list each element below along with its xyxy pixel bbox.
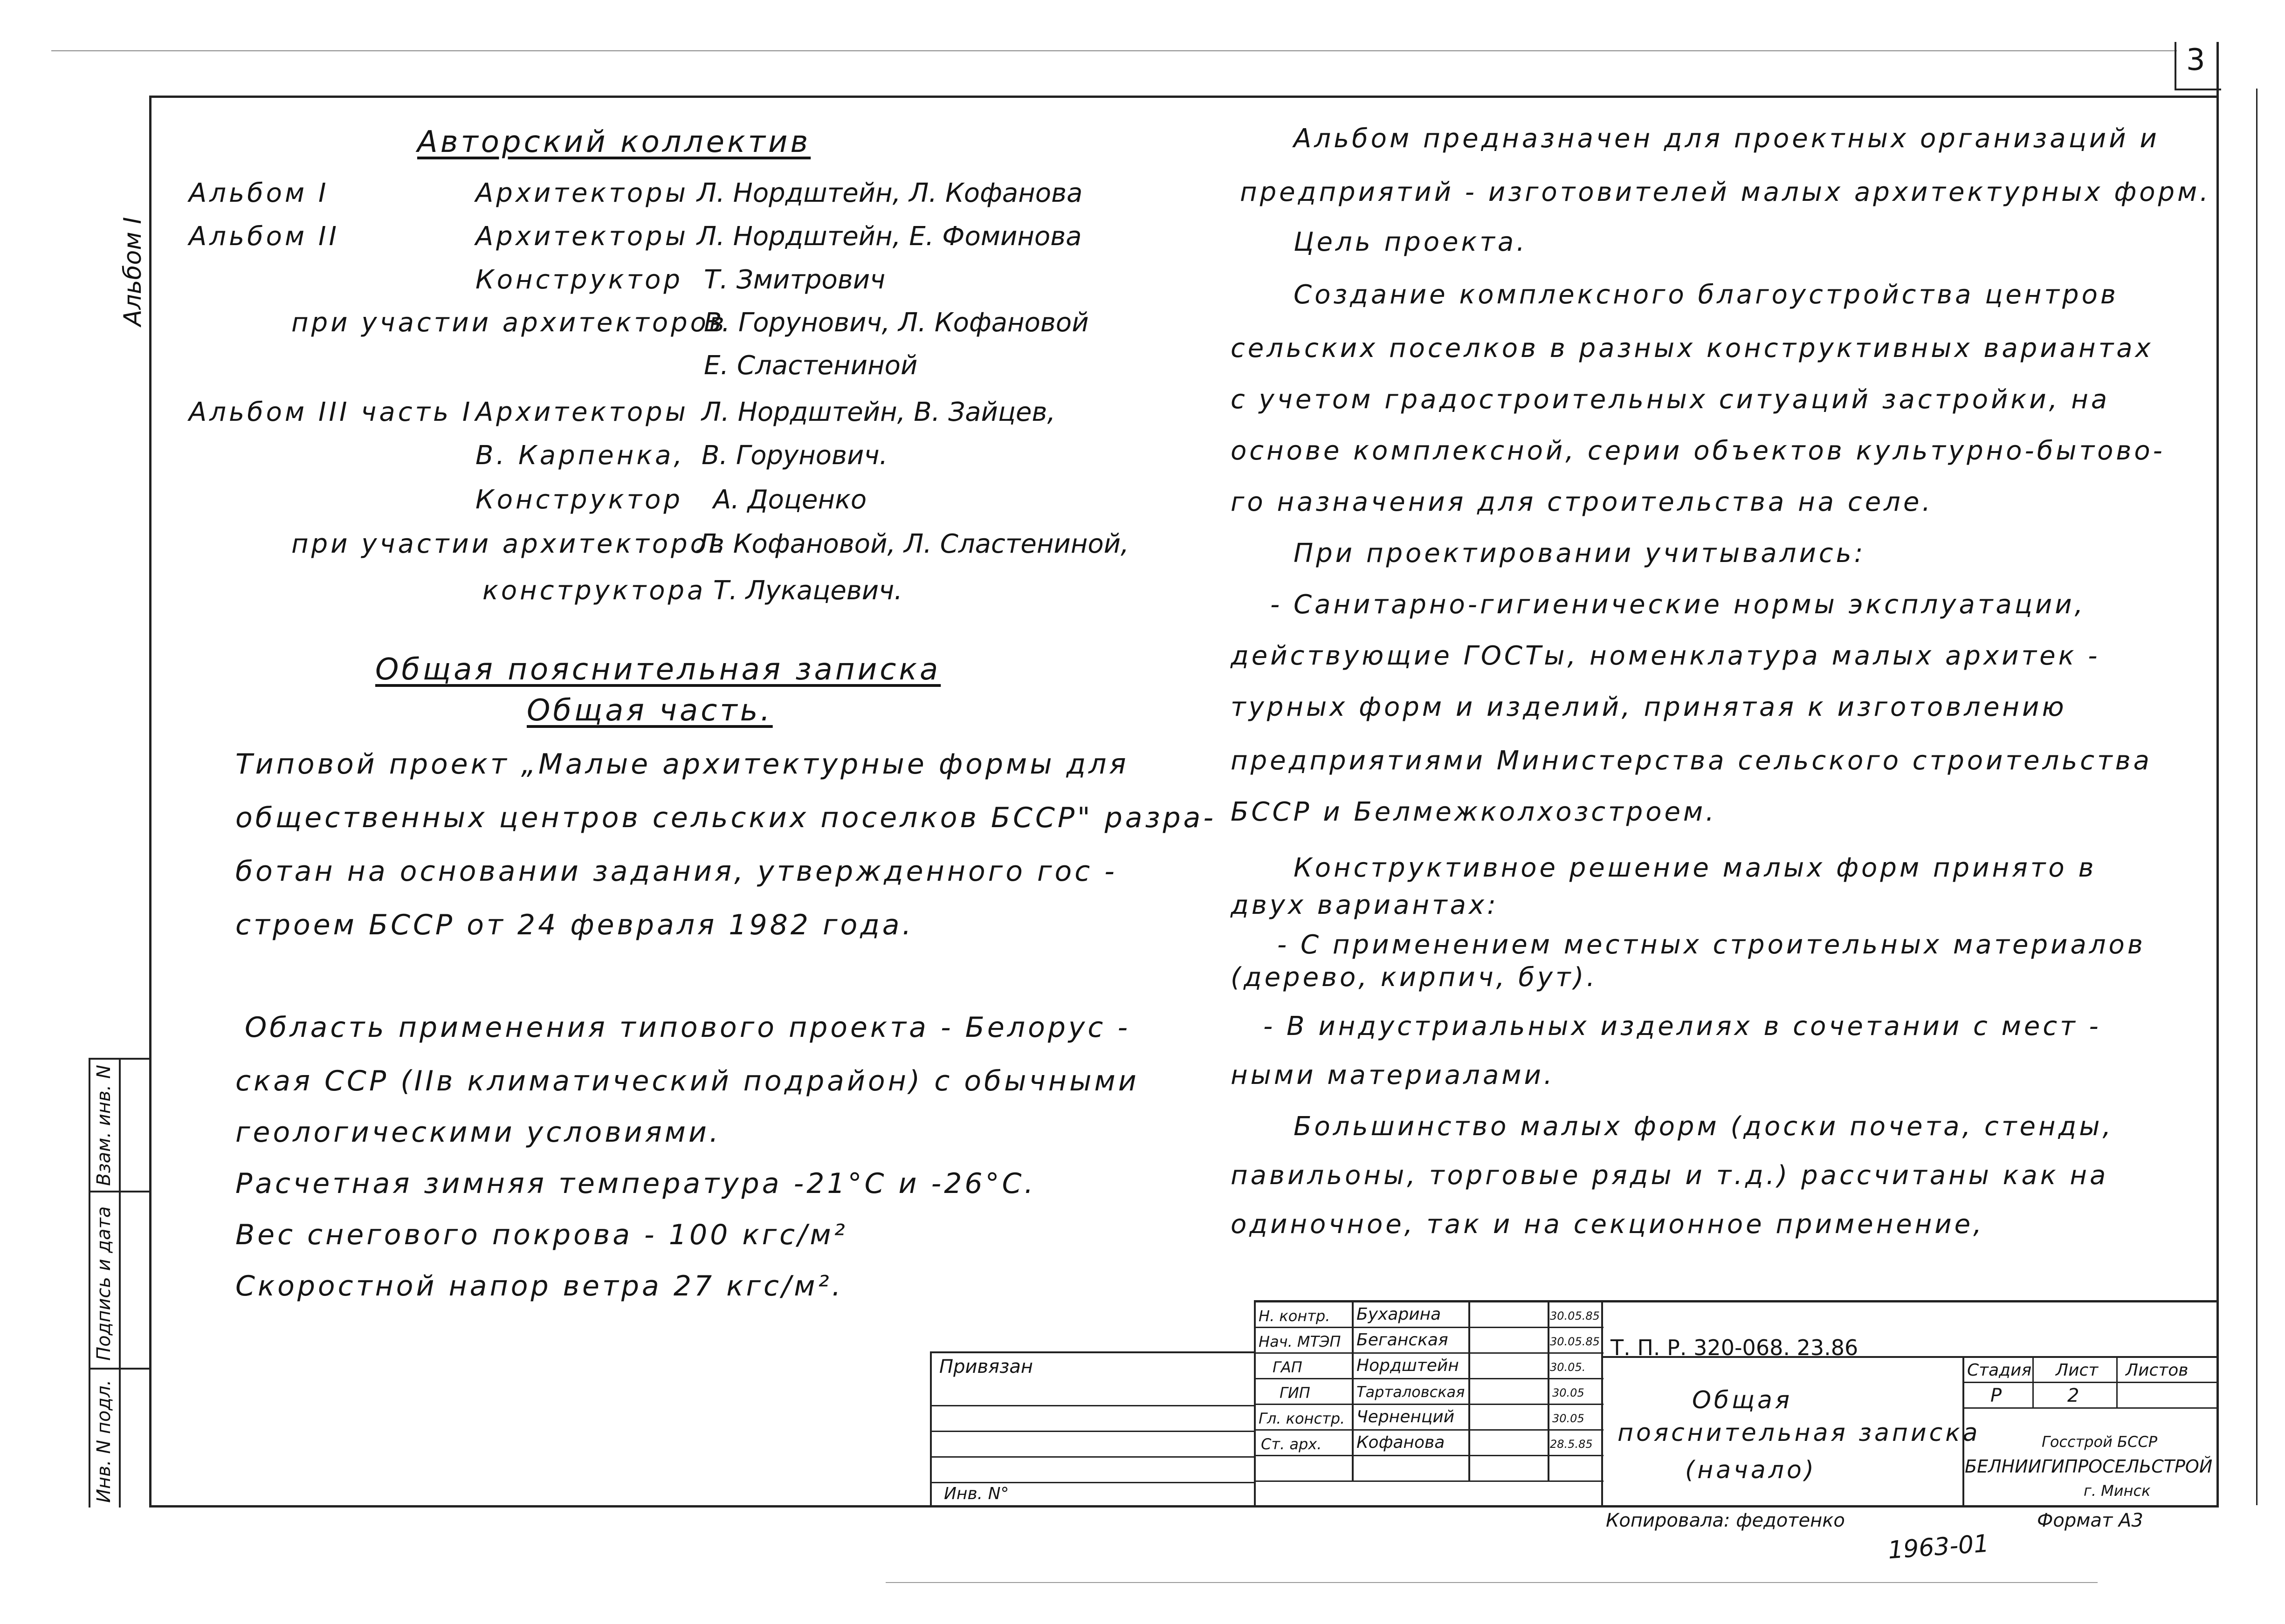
tb-line	[930, 1482, 1254, 1483]
note-line: предприятий - изготовителей малых архитектурных форм.	[1240, 177, 2211, 207]
note-line: геологическими условиями.	[235, 1116, 721, 1149]
author-names: Л. Нордштейн, Е. Фоминова	[697, 221, 1082, 252]
note-line: Вес снегового покрова - 100 кгс/м²	[235, 1219, 848, 1251]
note-line: Область применения типового проекта - Белорус -	[245, 1011, 1131, 1044]
author-album: Альбом III часть I	[189, 397, 473, 427]
sheet-title-3: (начало)	[1685, 1456, 1817, 1484]
signer-name: Черненций	[1356, 1407, 1455, 1426]
frame-top	[149, 96, 2219, 98]
stage-value: Р	[1990, 1385, 2002, 1406]
signer-date: 30.05.85	[1550, 1309, 1600, 1322]
stamp-inv-number: Инв. N подл.	[93, 1379, 115, 1503]
tb-line	[1468, 1300, 1470, 1482]
note-line: предприятиями Министерства сельского строительства	[1231, 746, 2152, 776]
org-3: г. Минск	[2084, 1482, 2151, 1500]
tb-line	[930, 1351, 932, 1508]
signer-role: ГИП	[1280, 1384, 1310, 1402]
author-role: Архитекторы	[475, 397, 688, 427]
tb-line	[1254, 1378, 1604, 1379]
note-line: - С применением местных строительных материалов	[1277, 930, 2146, 960]
signer-role: Н. контр.	[1259, 1307, 1330, 1325]
frame-right	[2216, 42, 2219, 1508]
author-names: Л. Нордштейн, Л. Кофанова	[697, 178, 1083, 208]
sheet-number: 3	[2186, 43, 2205, 77]
signer-date: 28.5.85	[1550, 1438, 1593, 1451]
left-margin-label: Альбом I	[119, 217, 147, 326]
author-role: Архитекторы	[475, 178, 688, 208]
stamp-divider-2	[89, 1368, 151, 1370]
stage-label: Стадия	[1967, 1361, 2032, 1380]
tb-line	[930, 1431, 1254, 1432]
note-line: - В индустриальных изделиях в сочетании с мест -	[1263, 1011, 2101, 1042]
bottom-dash-line	[886, 1582, 2098, 1583]
note-line: ская ССР (IIв климатический подрайон) с обычными	[235, 1065, 1139, 1097]
author-names: В. Горунович, Л. Кофановой	[704, 308, 1089, 338]
tb-line	[1601, 1300, 1603, 1508]
org-2: БЕЛНИИГИПРОСЕЛЬСТРОЙ	[1965, 1456, 2213, 1477]
note-line: павильоны, торговые ряды и т.д.) рассчитаны как на	[1231, 1160, 2109, 1191]
tb-line	[1962, 1407, 2219, 1409]
tb-line	[930, 1456, 1254, 1458]
note-line: (дерево, кирпич, бут).	[1231, 962, 1598, 993]
note-line: - Санитарно-гигиенические нормы эксплуатации,	[1270, 589, 2086, 620]
note-line: БССР и Белмежколхозстроем.	[1231, 797, 1717, 827]
author-names: Л. Кофановой, Л. Сластениной,	[697, 529, 1129, 559]
note-subtitle: Общая часть.	[527, 693, 773, 728]
stamp-replaced-inv: Взам. инв. N	[93, 1065, 115, 1186]
author-album: Альбом II	[189, 221, 339, 252]
note-line: строем БССР от 24 февраля 1982 года.	[235, 909, 914, 941]
note-line: двух вариантах:	[1231, 890, 1499, 920]
author-role: Конструктор	[475, 485, 683, 515]
signer-role: Гл. констр.	[1259, 1410, 1345, 1427]
signer-name: Кофанова	[1356, 1433, 1445, 1452]
sheet-value: 2	[2067, 1385, 2079, 1406]
note-line: При проектировании учитывались:	[1294, 538, 1866, 569]
bound-label: Привязан	[939, 1356, 1033, 1377]
tb-line	[2116, 1356, 2118, 1407]
signer-role: ГАП	[1273, 1358, 1302, 1376]
author-role: конструктора	[482, 576, 706, 606]
author-names: Т. Змитрович	[704, 265, 886, 295]
tb-line	[1254, 1455, 1604, 1456]
author-album: при участии архитекторов	[291, 529, 727, 559]
signer-name: Тарталовская	[1356, 1383, 1465, 1401]
tb-line	[2032, 1356, 2034, 1407]
note-line: Альбом предназначен для проектных организаций и	[1294, 123, 2160, 154]
frame-left	[149, 96, 151, 1508]
tb-line	[1352, 1300, 1354, 1482]
copied-by: Копировала: федотенко	[1606, 1510, 1845, 1531]
note-line: Скоростной напор ветра 27 кгс/м².	[235, 1270, 844, 1302]
sheet-label: Лист	[2056, 1361, 2099, 1380]
signer-role: Ст. арх.	[1261, 1435, 1322, 1453]
author-album: при участии архитекторов	[291, 308, 727, 338]
author-names: В. Горунович.	[702, 440, 888, 471]
author-role: Конструктор	[475, 265, 683, 295]
author-role: Архитекторы	[475, 221, 688, 252]
authors-title: Авторский коллектив	[417, 125, 811, 159]
note-line: сельских поселков в разных конструктивных вариантах	[1231, 333, 2154, 363]
signer-name: Нордштейн	[1356, 1356, 1459, 1375]
org-1: Госстрой БССР	[2042, 1433, 2158, 1451]
tb-line	[1254, 1352, 1604, 1354]
tb-line	[1254, 1300, 2219, 1302]
signer-date: 30.05.	[1550, 1361, 1586, 1374]
author-names: Т. Лукацевич.	[713, 576, 903, 606]
note-line: Типовой проект „Малые архитектурные формы для	[235, 748, 1129, 781]
note-line: Конструктивное решение малых форм принято в	[1294, 853, 2097, 883]
sheet-title-2: пояснительная записка	[1617, 1419, 1981, 1447]
note-line: Расчетная зимняя температура -21°С и -26°С.	[235, 1167, 1036, 1200]
sheets-label: Листов	[2126, 1361, 2189, 1380]
archive-number: 1963-01	[1887, 1529, 1990, 1565]
author-names: А. Доценко	[713, 485, 867, 515]
outer-top-line	[51, 50, 2177, 51]
stamp-column-left	[89, 1058, 90, 1508]
tb-line	[1254, 1429, 1604, 1431]
note-line: Большинство малых форм (доски почета, стенды,	[1294, 1111, 2114, 1142]
note-title: Общая пояснительная записка	[375, 652, 941, 687]
author-role: В. Карпенка,	[475, 440, 685, 471]
signer-date: 30.05	[1552, 1386, 1584, 1399]
tb-line	[930, 1405, 1254, 1406]
note-line: ботан на основании задания, утвержденного гос -	[235, 855, 1117, 888]
signer-date: 30.05.85	[1550, 1335, 1600, 1348]
stamp-signature-date: Подпись и дата	[93, 1206, 115, 1361]
outer-right-line	[2256, 89, 2257, 1505]
note-line: го назначения для строительства на селе.	[1231, 487, 1934, 517]
doc-code: Т. П. Р. 320-068. 23.86	[1611, 1335, 1858, 1360]
note-line: действующие ГОСТы, номенклатура малых архитек -	[1231, 641, 2100, 671]
stamp-column-right	[119, 1058, 121, 1508]
tb-line	[1254, 1404, 1604, 1405]
note-line: турных форм и изделий, принятая к изготовлению	[1231, 692, 2067, 722]
author-names: Л. Нордштейн, В. Зайцев,	[702, 397, 1056, 427]
sheet-title-1: Общая	[1692, 1386, 1793, 1414]
tb-line	[930, 1351, 1254, 1353]
tb-line	[1962, 1382, 2219, 1383]
stamp-divider-1	[89, 1191, 151, 1192]
inv-label: Инв. N°	[944, 1484, 1009, 1503]
note-line: Создание комплексного благоустройства центров	[1294, 280, 2119, 310]
signer-name: Бухарина	[1356, 1305, 1441, 1324]
tb-line	[1254, 1327, 1604, 1328]
frame-bottom	[149, 1505, 2219, 1508]
signer-date: 30.05	[1552, 1412, 1584, 1425]
stamp-column-top	[89, 1058, 151, 1060]
note-line: общественных центров сельских поселков БССР" разра-	[235, 802, 1216, 834]
format-label: Формат А3	[2037, 1510, 2143, 1531]
tb-line	[1548, 1300, 1549, 1482]
author-album: Альбом I	[189, 178, 329, 208]
tb-line	[1254, 1480, 1604, 1482]
author-names: Е. Сластениной	[704, 350, 918, 381]
signer-name: Беганская	[1356, 1330, 1448, 1350]
note-line: Цель проекта.	[1294, 227, 1528, 257]
note-line: основе комплексной, серии объектов культурно-бытово-	[1231, 436, 2165, 466]
note-line: одиночное, так и на секционное применение,	[1231, 1209, 1984, 1240]
note-line: ными материалами.	[1231, 1060, 1555, 1090]
note-line: с учетом градостроительных ситуаций застройки, на	[1231, 384, 2110, 415]
signer-role: Нач. МТЭП	[1259, 1333, 1341, 1350]
